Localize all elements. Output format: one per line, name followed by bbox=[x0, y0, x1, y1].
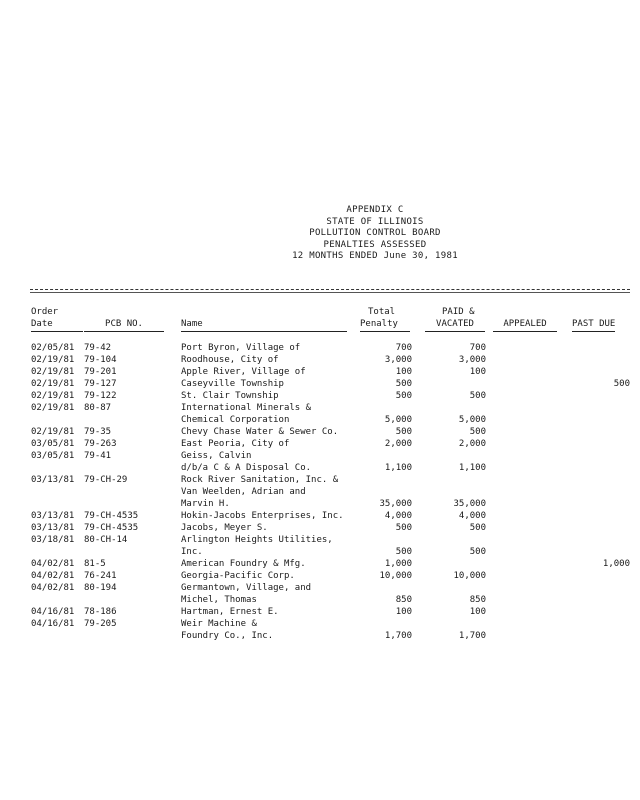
pcb-number: 80-CH-14 bbox=[84, 535, 128, 545]
party-name: Hartman, Ernest E. bbox=[181, 607, 279, 617]
header-pcb-no: PCB NO. bbox=[84, 318, 164, 332]
paid-vacated: 35,000 bbox=[453, 499, 486, 509]
party-name: Georgia-Pacific Corp. bbox=[181, 571, 295, 581]
pcb-number: 79-CH-29 bbox=[84, 475, 128, 485]
party-name: Apple River, Village of bbox=[181, 367, 306, 377]
top-rule bbox=[30, 289, 630, 290]
order-date: 04/02/81 bbox=[31, 559, 75, 569]
order-date: 03/13/81 bbox=[31, 523, 75, 533]
order-date: 03/13/81 bbox=[31, 511, 75, 521]
pcb-number: 79-CH-4535 bbox=[84, 511, 139, 521]
table-row bbox=[0, 630, 640, 642]
total-penalty: 1,100 bbox=[384, 463, 412, 473]
paid-vacated: 100 bbox=[469, 607, 486, 617]
party-name: Rock River Sanitation, Inc. & bbox=[181, 475, 339, 485]
table-row bbox=[0, 474, 640, 486]
table-row bbox=[0, 354, 640, 366]
table-row bbox=[0, 342, 640, 354]
header-order: Order bbox=[31, 307, 59, 317]
order-date: 04/02/81 bbox=[31, 583, 75, 593]
party-name: Roodhouse, City of bbox=[181, 355, 279, 365]
pcb-number: 76-241 bbox=[84, 571, 117, 581]
paid-vacated: 10,000 bbox=[453, 571, 486, 581]
pcb-number: 79-104 bbox=[84, 355, 117, 365]
total-penalty: 2,000 bbox=[384, 439, 412, 449]
paid-vacated: 700 bbox=[469, 343, 486, 353]
header-vacated: VACATED bbox=[425, 318, 485, 332]
total-penalty: 500 bbox=[395, 427, 412, 437]
table-row bbox=[0, 450, 640, 462]
total-penalty: 500 bbox=[395, 379, 412, 389]
top-rule-solid bbox=[30, 292, 630, 293]
order-date: 02/19/81 bbox=[31, 427, 75, 437]
pcb-number: 79-42 bbox=[84, 343, 112, 353]
party-name: Germantown, Village, and bbox=[181, 583, 312, 593]
order-date: 02/19/81 bbox=[31, 355, 75, 365]
table-row bbox=[0, 390, 640, 402]
paid-vacated: 5,000 bbox=[458, 415, 486, 425]
past-due-amount: 500 bbox=[613, 379, 630, 389]
report-title: PENALTIES ASSESSED bbox=[323, 239, 427, 250]
pcb-number: 79-35 bbox=[84, 427, 112, 437]
party-name: Caseyville Township bbox=[181, 379, 284, 389]
party-name: East Peoria, City of bbox=[181, 439, 290, 449]
order-date: 02/19/81 bbox=[31, 367, 75, 377]
past-due-amount: 1,000 bbox=[602, 559, 630, 569]
total-penalty: 3,000 bbox=[384, 355, 412, 365]
pcb-number: 79-205 bbox=[84, 619, 117, 629]
order-date: 03/05/81 bbox=[31, 451, 75, 461]
header-paid: PAID & bbox=[442, 307, 475, 317]
header-name: Name bbox=[181, 318, 347, 332]
order-date: 04/16/81 bbox=[31, 619, 75, 629]
order-date: 03/13/81 bbox=[31, 475, 75, 485]
party-name: International Minerals & bbox=[181, 403, 312, 413]
pcb-number: 79-127 bbox=[84, 379, 117, 389]
pcb-number: 79-CH-4535 bbox=[84, 523, 139, 533]
table-row bbox=[0, 402, 640, 414]
total-penalty: 100 bbox=[395, 607, 412, 617]
pcb-number: 79-201 bbox=[84, 367, 117, 377]
pcb-number: 79-263 bbox=[84, 439, 117, 449]
state-label: STATE OF ILLINOIS bbox=[326, 216, 424, 227]
table-row bbox=[0, 366, 640, 378]
total-penalty: 500 bbox=[395, 523, 412, 533]
header-total: Total bbox=[368, 307, 396, 317]
table-row bbox=[0, 570, 640, 582]
table-row bbox=[0, 378, 640, 390]
party-name: Marvin H. bbox=[181, 499, 230, 509]
party-name: Van Weelden, Adrian and bbox=[181, 487, 306, 497]
report-period: 12 MONTHS ENDED June 30, 1981 bbox=[292, 251, 458, 261]
party-name: Foundry Co., Inc. bbox=[181, 631, 274, 641]
table-row bbox=[0, 522, 640, 534]
party-name: Geiss, Calvin bbox=[181, 451, 252, 461]
table-row bbox=[0, 426, 640, 438]
header-appealed: APPEALED bbox=[493, 318, 557, 332]
table-row bbox=[0, 486, 640, 498]
paid-vacated: 1,700 bbox=[458, 631, 486, 641]
party-name: Jacobs, Meyer S. bbox=[181, 523, 268, 533]
order-date: 02/19/81 bbox=[31, 391, 75, 401]
party-name: Port Byron, Village of bbox=[181, 343, 301, 353]
total-penalty: 5,000 bbox=[384, 415, 412, 425]
paid-vacated: 4,000 bbox=[458, 511, 486, 521]
table-row bbox=[0, 618, 640, 630]
pcb-number: 78-186 bbox=[84, 607, 117, 617]
total-penalty: 850 bbox=[395, 595, 412, 605]
appendix-label: APPENDIX C bbox=[346, 205, 404, 215]
total-penalty: 10,000 bbox=[379, 571, 412, 581]
party-name: American Foundry & Mfg. bbox=[181, 559, 306, 569]
total-penalty: 500 bbox=[395, 547, 412, 557]
header-past-due: PAST DUE bbox=[572, 318, 615, 332]
party-name: Weir Machine & bbox=[181, 619, 257, 629]
paid-vacated: 850 bbox=[469, 595, 486, 605]
total-penalty: 700 bbox=[395, 343, 412, 353]
table-row bbox=[0, 558, 640, 570]
table-row bbox=[0, 546, 640, 558]
total-penalty: 35,000 bbox=[379, 499, 412, 509]
table-row bbox=[0, 510, 640, 522]
order-date: 02/19/81 bbox=[31, 379, 75, 389]
party-name: Arlington Heights Utilities, bbox=[181, 535, 333, 545]
order-date: 03/18/81 bbox=[31, 535, 75, 545]
party-name: Chevy Chase Water & Sewer Co. bbox=[181, 427, 339, 437]
paid-vacated: 3,000 bbox=[458, 355, 486, 365]
header-penalty: Penalty bbox=[360, 318, 410, 332]
party-name: Inc. bbox=[181, 547, 203, 557]
table-row bbox=[0, 582, 640, 594]
board-label: POLLUTION CONTROL BOARD bbox=[309, 228, 441, 238]
paid-vacated: 500 bbox=[469, 547, 486, 557]
party-name: St. Clair Township bbox=[181, 391, 279, 401]
table-row bbox=[0, 534, 640, 546]
pcb-number: 79-41 bbox=[84, 451, 112, 461]
table-row bbox=[0, 462, 640, 474]
party-name: Hokin-Jacobs Enterprises, Inc. bbox=[181, 511, 344, 521]
order-date: 04/02/81 bbox=[31, 571, 75, 581]
total-penalty: 4,000 bbox=[384, 511, 412, 521]
party-name: Chemical Corporation bbox=[181, 415, 290, 425]
order-date: 03/05/81 bbox=[31, 439, 75, 449]
pcb-number: 80-194 bbox=[84, 583, 117, 593]
table-row bbox=[0, 414, 640, 426]
paid-vacated: 500 bbox=[469, 427, 486, 437]
total-penalty: 1,000 bbox=[384, 559, 412, 569]
paid-vacated: 1,100 bbox=[458, 463, 486, 473]
party-name: Michel, Thomas bbox=[181, 595, 257, 605]
pcb-number: 79-122 bbox=[84, 391, 117, 401]
pcb-number: 81-5 bbox=[84, 559, 106, 569]
order-date: 02/19/81 bbox=[31, 403, 75, 413]
pcb-number: 80-87 bbox=[84, 403, 112, 413]
total-penalty: 1,700 bbox=[384, 631, 412, 641]
total-penalty: 100 bbox=[395, 367, 412, 377]
order-date: 02/05/81 bbox=[31, 343, 75, 353]
paid-vacated: 2,000 bbox=[458, 439, 486, 449]
table-row bbox=[0, 606, 640, 618]
paid-vacated: 100 bbox=[469, 367, 486, 377]
total-penalty: 500 bbox=[395, 391, 412, 401]
paid-vacated: 500 bbox=[469, 523, 486, 533]
party-name: d/b/a C & A Disposal Co. bbox=[181, 463, 312, 473]
title-block bbox=[210, 205, 540, 263]
table-row bbox=[0, 498, 640, 510]
paid-vacated: 500 bbox=[469, 391, 486, 401]
order-date: 04/16/81 bbox=[31, 607, 75, 617]
table-row bbox=[0, 438, 640, 450]
header-date: Date bbox=[31, 318, 83, 332]
table-row bbox=[0, 594, 640, 606]
